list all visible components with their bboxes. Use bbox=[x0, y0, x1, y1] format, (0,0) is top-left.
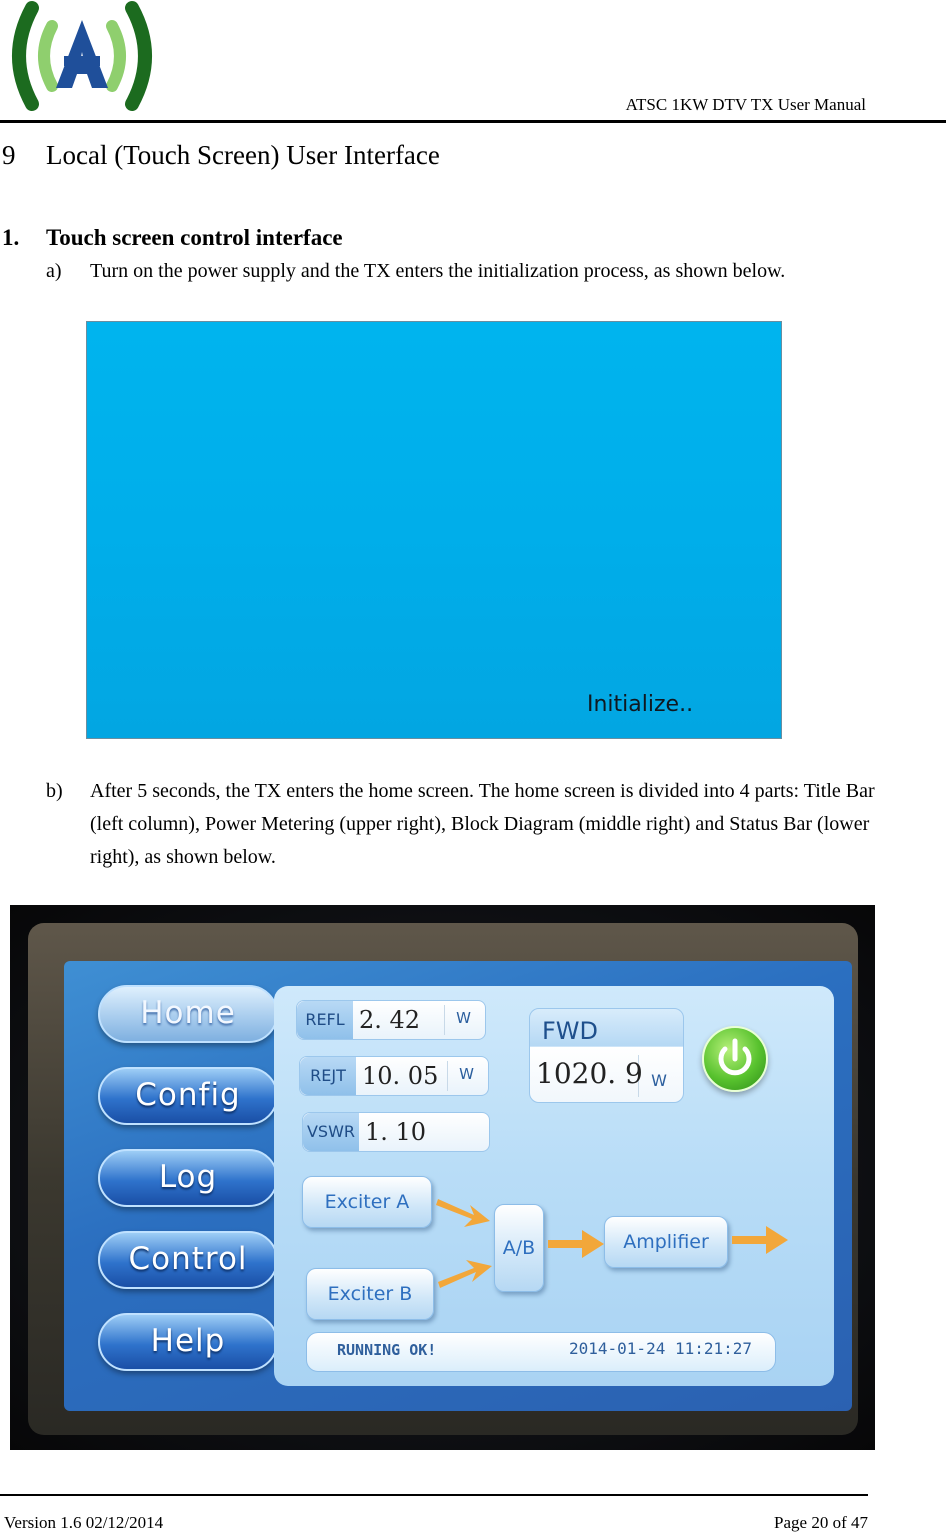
status-datetime: 2014-01-24 11:21:27 bbox=[569, 1339, 753, 1358]
footer-page-number: Page 20 of 47 bbox=[774, 1513, 868, 1532]
footer-version: Version 1.6 02/12/2014 bbox=[4, 1513, 164, 1532]
vswr-label: VSWR bbox=[303, 1113, 359, 1151]
status-text: RUNNING OK! bbox=[337, 1341, 437, 1359]
header-title: ATSC 1KW DTV TX User Manual bbox=[625, 95, 866, 114]
rejt-unit: W bbox=[459, 1065, 474, 1083]
init-status-text: Initialize.. bbox=[587, 692, 694, 717]
paragraph-a-label: a) bbox=[46, 260, 62, 282]
main-panel bbox=[274, 986, 834, 1386]
arrow-ab-amplifier-icon bbox=[546, 1226, 606, 1262]
header-rule bbox=[0, 120, 946, 123]
rejt-meter bbox=[299, 1056, 489, 1096]
paragraph-b-label: b) bbox=[46, 780, 63, 802]
section-title-text: Local (Touch Screen) User Interface bbox=[46, 140, 440, 170]
subsection-title: Touch screen control interface bbox=[46, 225, 343, 250]
rejt-value: 10. 05 bbox=[362, 1062, 439, 1090]
subsection-heading bbox=[2, 225, 343, 251]
vswr-meter bbox=[302, 1112, 490, 1152]
refl-separator bbox=[444, 1005, 445, 1035]
paragraph-b-text: After 5 seconds, the TX enters the home screen. The home screen is divided into 4 parts: Title Bar (left column), Power Metering (upper right), Block Diagram (middle right) and Status Bar (lower right), as shown below. bbox=[90, 780, 875, 868]
arrow-exciter-b-icon bbox=[436, 1256, 496, 1296]
menu-control-button[interactable]: Control bbox=[98, 1231, 278, 1289]
company-logo bbox=[2, 0, 162, 112]
paragraph-a bbox=[46, 255, 876, 288]
menu-home-button[interactable]: Home bbox=[98, 985, 278, 1043]
fwd-value: 1020. 9 bbox=[536, 1057, 643, 1090]
vswr-value: 1. 10 bbox=[365, 1118, 427, 1146]
paragraph-a-text: Turn on the power supply and the TX enters the initialization process, as shown below. bbox=[90, 260, 786, 282]
refl-label: REFL bbox=[297, 1001, 353, 1039]
footer-rule bbox=[0, 1494, 868, 1496]
section-title bbox=[2, 140, 440, 171]
menu-help-button[interactable]: Help bbox=[98, 1313, 278, 1371]
fwd-label: FWD bbox=[542, 1017, 599, 1045]
menu-config-button[interactable]: Config bbox=[98, 1067, 278, 1125]
arrow-output-icon bbox=[730, 1222, 790, 1258]
home-screen-photo bbox=[10, 905, 875, 1450]
lcd-screen bbox=[64, 961, 852, 1411]
exciter-b-block[interactable]: Exciter B bbox=[306, 1268, 434, 1320]
fwd-meter bbox=[529, 1008, 684, 1103]
ab-switch-block[interactable]: A/B bbox=[494, 1204, 544, 1292]
amplifier-block[interactable]: Amplifier bbox=[604, 1216, 728, 1268]
init-screen-image bbox=[86, 321, 782, 739]
device-bezel bbox=[28, 923, 858, 1435]
power-button[interactable] bbox=[702, 1026, 768, 1092]
rejt-separator bbox=[447, 1061, 448, 1091]
power-icon bbox=[704, 1028, 766, 1090]
refl-value: 2. 42 bbox=[359, 1006, 421, 1034]
arrow-exciter-a-icon bbox=[434, 1191, 494, 1231]
status-bar bbox=[306, 1332, 776, 1372]
paragraph-b bbox=[46, 775, 876, 874]
rejt-label: REJT bbox=[300, 1057, 356, 1095]
fwd-unit: W bbox=[651, 1071, 667, 1090]
refl-meter bbox=[296, 1000, 486, 1040]
exciter-a-block[interactable]: Exciter A bbox=[302, 1176, 432, 1228]
subsection-number: 1. bbox=[2, 225, 20, 250]
menu-log-button[interactable]: Log bbox=[98, 1149, 278, 1207]
refl-unit: W bbox=[456, 1009, 471, 1027]
section-number: 9 bbox=[2, 140, 16, 170]
